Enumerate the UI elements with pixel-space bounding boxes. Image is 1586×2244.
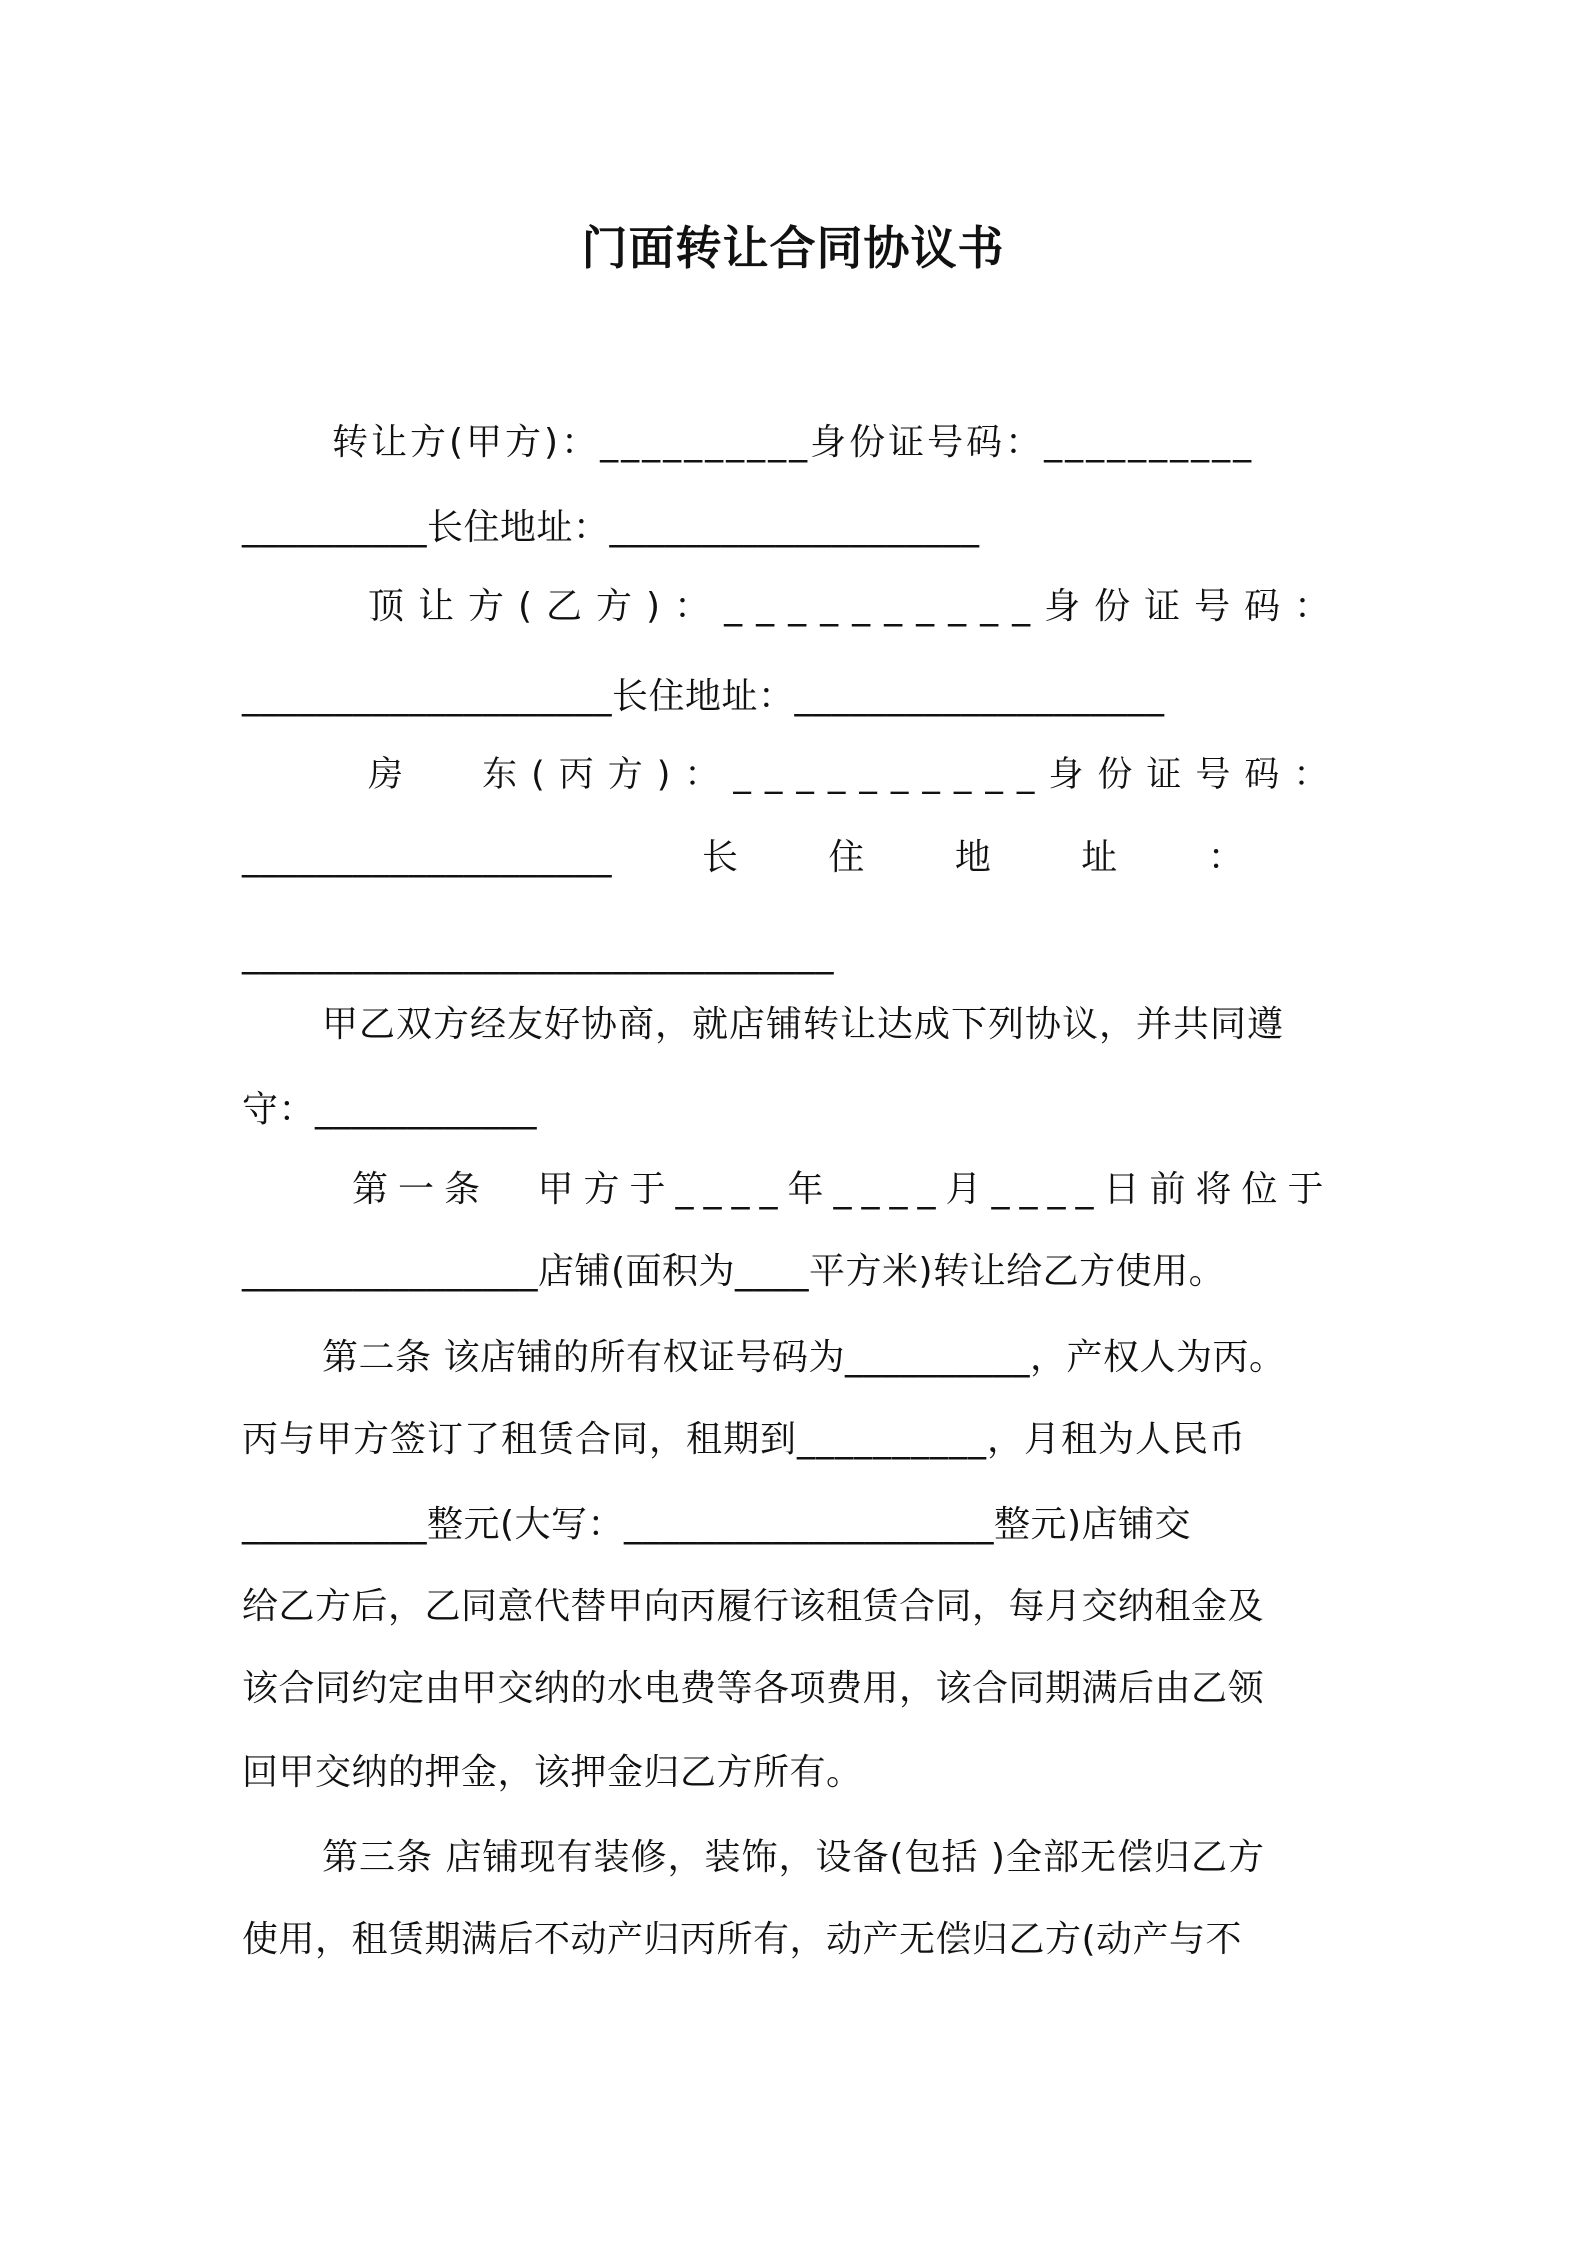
intro-line: 甲乙双方经友好协商，就店铺转让达成下列协议，并共同遵	[322, 1004, 1285, 1045]
intro-line-end: 守：____________	[242, 1089, 538, 1130]
article-2-line-1: 第二条 该店铺的所有权证号码为__________，产权人为丙。	[322, 1337, 1286, 1378]
article-2-line-4: 给乙方后，乙同意代替甲向丙履行该租赁合同，每月交纳租金及	[242, 1586, 1265, 1627]
party-b-line: 顶让方(乙方)：__________身份证号码：	[368, 586, 1345, 627]
article-2-line-6: 回甲交纳的押金，该押金归乙方所有。	[242, 1752, 863, 1793]
blank-line: ________________________________	[242, 934, 834, 975]
article-2-line-5: 该合同约定由甲交纳的水电费等各项费用，该合同期满后由乙领	[242, 1668, 1265, 1709]
party-c-line: 房 东(丙方)：__________身份证号码：	[368, 755, 1343, 795]
article-2-line-3: __________整元(大写：____________________整元)店铺交	[242, 1504, 1192, 1545]
document-title: 门面转让合同协议书	[581, 221, 1005, 275]
article-1-line-2: ________________店铺(面积为____平方米)转让给乙方使用。	[242, 1251, 1226, 1292]
article-3-line-2: 使用，租赁期满后不动产归丙所有，动产无偿归乙方(动产与不	[242, 1919, 1243, 1960]
party-a-line: 转让方(甲方)：__________身份证号码：__________	[332, 422, 1255, 463]
article-2-line-2: 丙与甲方签订了租赁合同，租期到__________，月租为人民币	[242, 1419, 1247, 1460]
party-b-address-line: ____________________长住地址：____________________	[242, 676, 1165, 717]
party-a-address-line: __________长住地址：____________________	[242, 507, 980, 548]
article-1-line-1: 第一条 甲方于____年____月____日前将位于	[352, 1169, 1334, 1210]
article-3-line-1: 第三条 店铺现有装修，装饰，设备(包括 )全部无偿归乙方	[322, 1837, 1265, 1878]
party-c-address-line: ____________________ 长 住 地 址 ：	[242, 837, 1245, 878]
